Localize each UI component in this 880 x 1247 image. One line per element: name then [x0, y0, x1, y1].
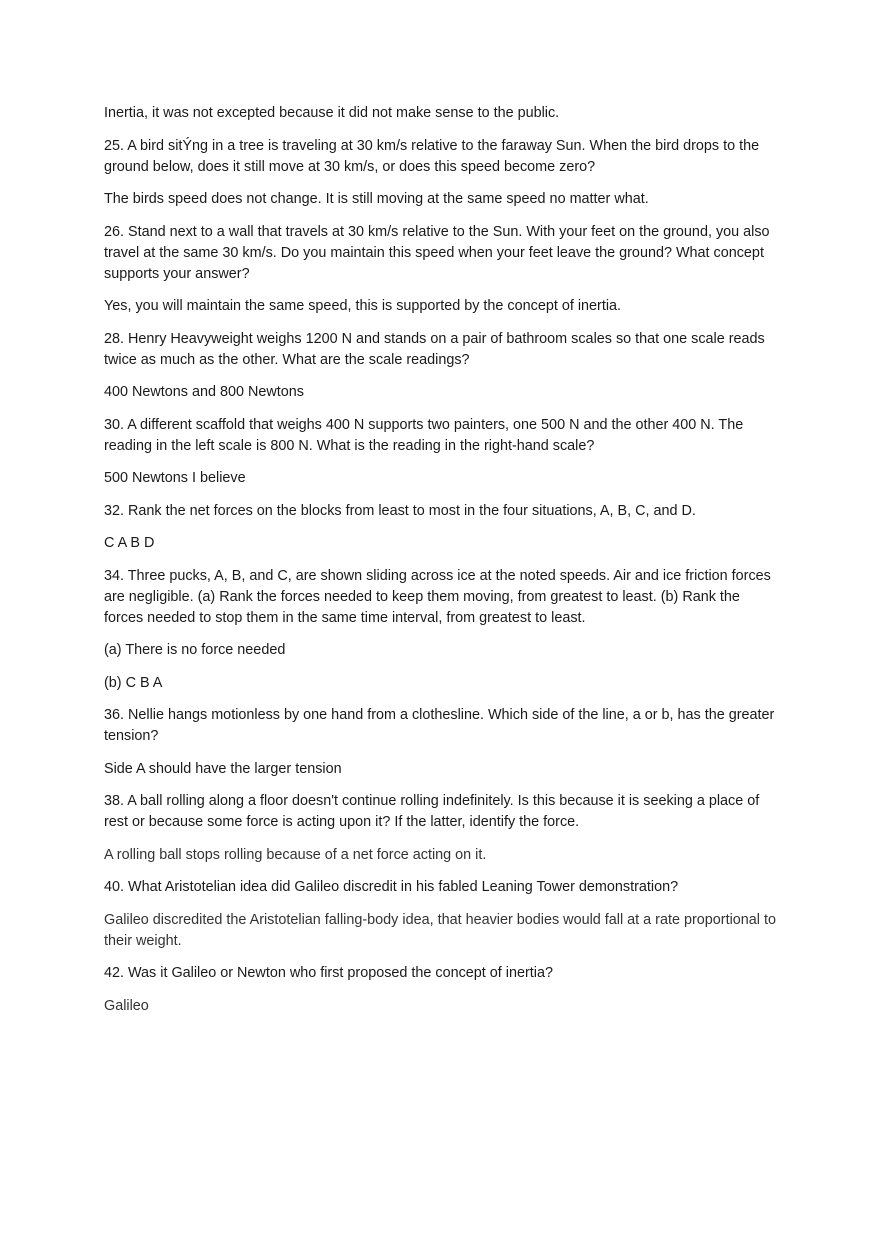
- question-40: 40. What Aristotelian idea did Galileo discredit in his fabled Leaning Tower demonstration?: [104, 879, 679, 895]
- question-25: 25. A bird sitÝng in a tree is traveling at 30 km/s relative to the faraway Sun. When the bird drops to the ground below, does it still move at 30 km/s, or does this speed become zero?: [104, 137, 760, 175]
- question-30: 30. A different scaffold that weighs 400 N supports two painters, one 500 N and the other 400 N. The reading in the left scale is 800 N. What is the reading in the right-hand scale?: [104, 416, 744, 454]
- answer-40: Galileo discredited the Aristotelian falling-body idea, that heavier bodies would fall at a rate proportional to their weight.: [104, 911, 776, 949]
- answer-42: Galileo: [104, 997, 149, 1014]
- question-32: 32. Rank the net forces on the blocks from least to most in the four situations, A, B, C, and D.: [104, 502, 696, 519]
- question-38: 38. A ball rolling along a floor doesn't continue rolling indefinitely. Is this because it is seeking a place of rest or because some force is acting upon it? If the latter, identify the force.: [104, 793, 760, 830]
- answer-inertia: Inertia, it was not excepted because it did not make sense to the public.: [104, 105, 560, 121]
- question-36: 36. Nellie hangs motionless by one hand from a clothesline. Which side of the line, a or b, has the greater tension?: [104, 707, 775, 744]
- answer-25: The birds speed does not change. It is still moving at the same speed no matter what.: [104, 191, 649, 207]
- answer-36: Side A should have the larger tension: [104, 760, 342, 777]
- question-42: 42. Was it Galileo or Newton who first proposed the concept of inertia?: [104, 965, 554, 981]
- answer-28: 400 Newtons and 800 Newtons: [104, 384, 305, 400]
- answer-26: Yes, you will maintain the same speed, this is supported by the concept of inertia.: [104, 298, 622, 314]
- question-28: 28. Henry Heavyweight weighs 1200 N and stands on a pair of bathroom scales so that one scale reads twice as much as the other. What are the scale readings?: [104, 330, 765, 368]
- answer-34a: (a) There is no force needed: [104, 642, 286, 658]
- answer-32: C A B D: [104, 535, 155, 551]
- question-34: 34. Three pucks, A, B, and C, are shown sliding across ice at the noted speeds. Air and ice friction forces are negligible. (a) Rank the forces needed to keep them moving, from greatest to least. (b) Rank the forces needed to stop them in the same time interval, from greatest to least.: [104, 567, 771, 626]
- document-body: [104, 103, 780, 1028]
- question-26: 26. Stand next to a wall that travels at 30 km/s relative to the Sun. With your feet on the ground, you also travel at the same 30 km/s. Do you maintain this speed when your feet leave the ground? What concept supports your answer?: [104, 223, 770, 282]
- answer-30: 500 Newtons I believe: [104, 470, 246, 486]
- answer-34b: (b) C B A: [104, 674, 163, 691]
- answer-38: A rolling ball stops rolling because of a net force acting on it.: [104, 846, 487, 863]
